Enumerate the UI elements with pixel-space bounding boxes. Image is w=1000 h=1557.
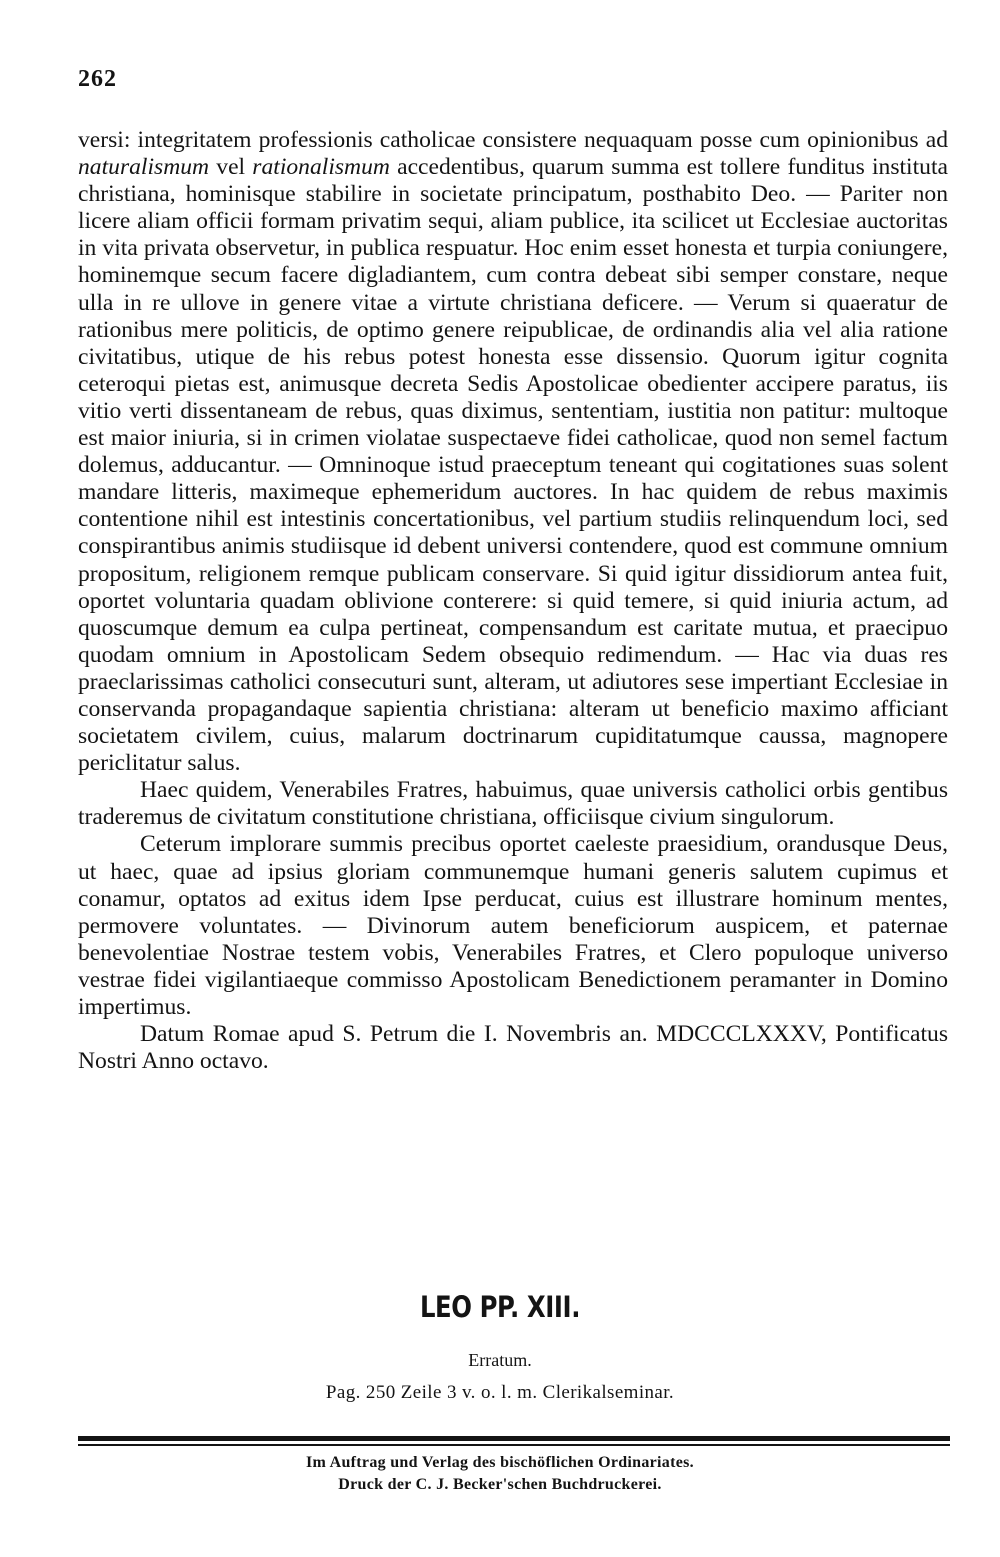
footer-rule-thick — [78, 1436, 950, 1441]
body-text — [78, 127, 948, 1075]
footer-rule-thin — [78, 1444, 950, 1446]
body-paragraph: Datum Romae apud S. Petrum die I. Novembris an. MDCCCLXXXV, Pontificatus Nostri Anno octavo. — [78, 1021, 948, 1075]
body-paragraph: Haec quidem, Venerabiles Fratres, habuimus, quae universis catholici orbis gentibus traderemus de civitatum constitutione christiana, officiisque civium singulorum. — [78, 777, 948, 831]
imprint-publisher: Im Auftrag und Verlag des bischöflichen Ordinariates. — [306, 1454, 694, 1471]
erratum-line: Pag. 250 Zeile 3 v. o. l. m. Clerikalseminar. — [325, 1382, 675, 1403]
body-paragraph: Ceterum implorare summis precibus oportet caeleste praesidium, orandusque Deus, ut haec, quae ad ipsius gloriam communemque humani generis salutem cupimus et conamur, optatos ad exitus idem Ipse perducat, cuius est illustrare hominum mentes, permovere voluntates. — Divinorum autem beneficiorum auspicem, et paternae benevolentiae Nostrae testem vobis, Venerabiles Fratres, et Clero populoque universo vestrae fidei vigilantiaeque commisso Apostolicam Benedictionem peramanter in Domino impertimus. — [78, 831, 948, 1020]
signature: LEO PP. XIII. — [419, 1290, 581, 1324]
body-paragraph: versi: integritatem professionis catholicae consistere nequaquam posse cum opinionibus ad naturalismum vel rationalismum accedentibus, quarum summa est tollere funditus instituta christiana, hominisque stabilire in societate principatum, posthabito Deo. — Pariter non licere aliam officii formam privatim sequi, aliam publice, ita scilicet ut Ecclesiae auctoritas in vita privata observetur, in publica respuatur. Hoc enim esset honesta et turpia coniungere, hominemque secum facere digladiantem, cum contra debeat sibi semper constare, neque ulla in re ullove in genere vitae a virtute christiana deficere. — Verum si quaeratur de rationibus mere politicis, de optimo genere reipublicae, de ordinandis alia vel alia ratione civitatibus, utique de his rebus potest honesta esse dissensio. Quorum igitur cognita ceteroqui pietas est, animusque decreta Sedis Apostolicae obedienter accipere paratus, iis vitio verti dissentaneam de rebus, quas diximus, sententiam, iustitia non patitur: multoque est maior iniuria, si in crimen violatae suspectaeve fidei catholicae, quod non semel factum dolemus, adducantur. — Omninoque istud praeceptum teneant qui cogitationes suas solent mandare litteris, maximeque ephemeridum auctores. In hac quidem de rebus maximis contentione nihil est intestinis concertationibus, vel partium studiis relinquendum loci, sed conspirantibus animis studiisque id debent universi contendere, quod est commune omnium propositum, religionem remque publicam conservare. Si quid igitur dissidiorum antea fuit, oportet voluntaria quadam oblivione conterere: si quid temere, si quid iniuria actum, ad quoscumque demum ea culpa pertineat, compensandum est caritate mutua, et praecipuo quodam omnium in Apostolicam Sedem obsequio redimendum. — Hac via duas res praeclarissimas catholici consecuturi sunt, alteram, ut adiutores sese impertiant Ecclesiae in conservanda propagandaque sapientia christiana: alteram ut beneficio maximo afficiant societatem civilem, cuius, malarum doctrinarum cupiditatumque caussa, magnopere periclitatur salus. — [78, 127, 948, 777]
imprint-printer: Druck der C. J. Becker'schen Buchdruckerei. — [338, 1476, 662, 1493]
erratum-title: Erratum. — [468, 1350, 532, 1370]
page-number: 262 — [78, 66, 117, 92]
